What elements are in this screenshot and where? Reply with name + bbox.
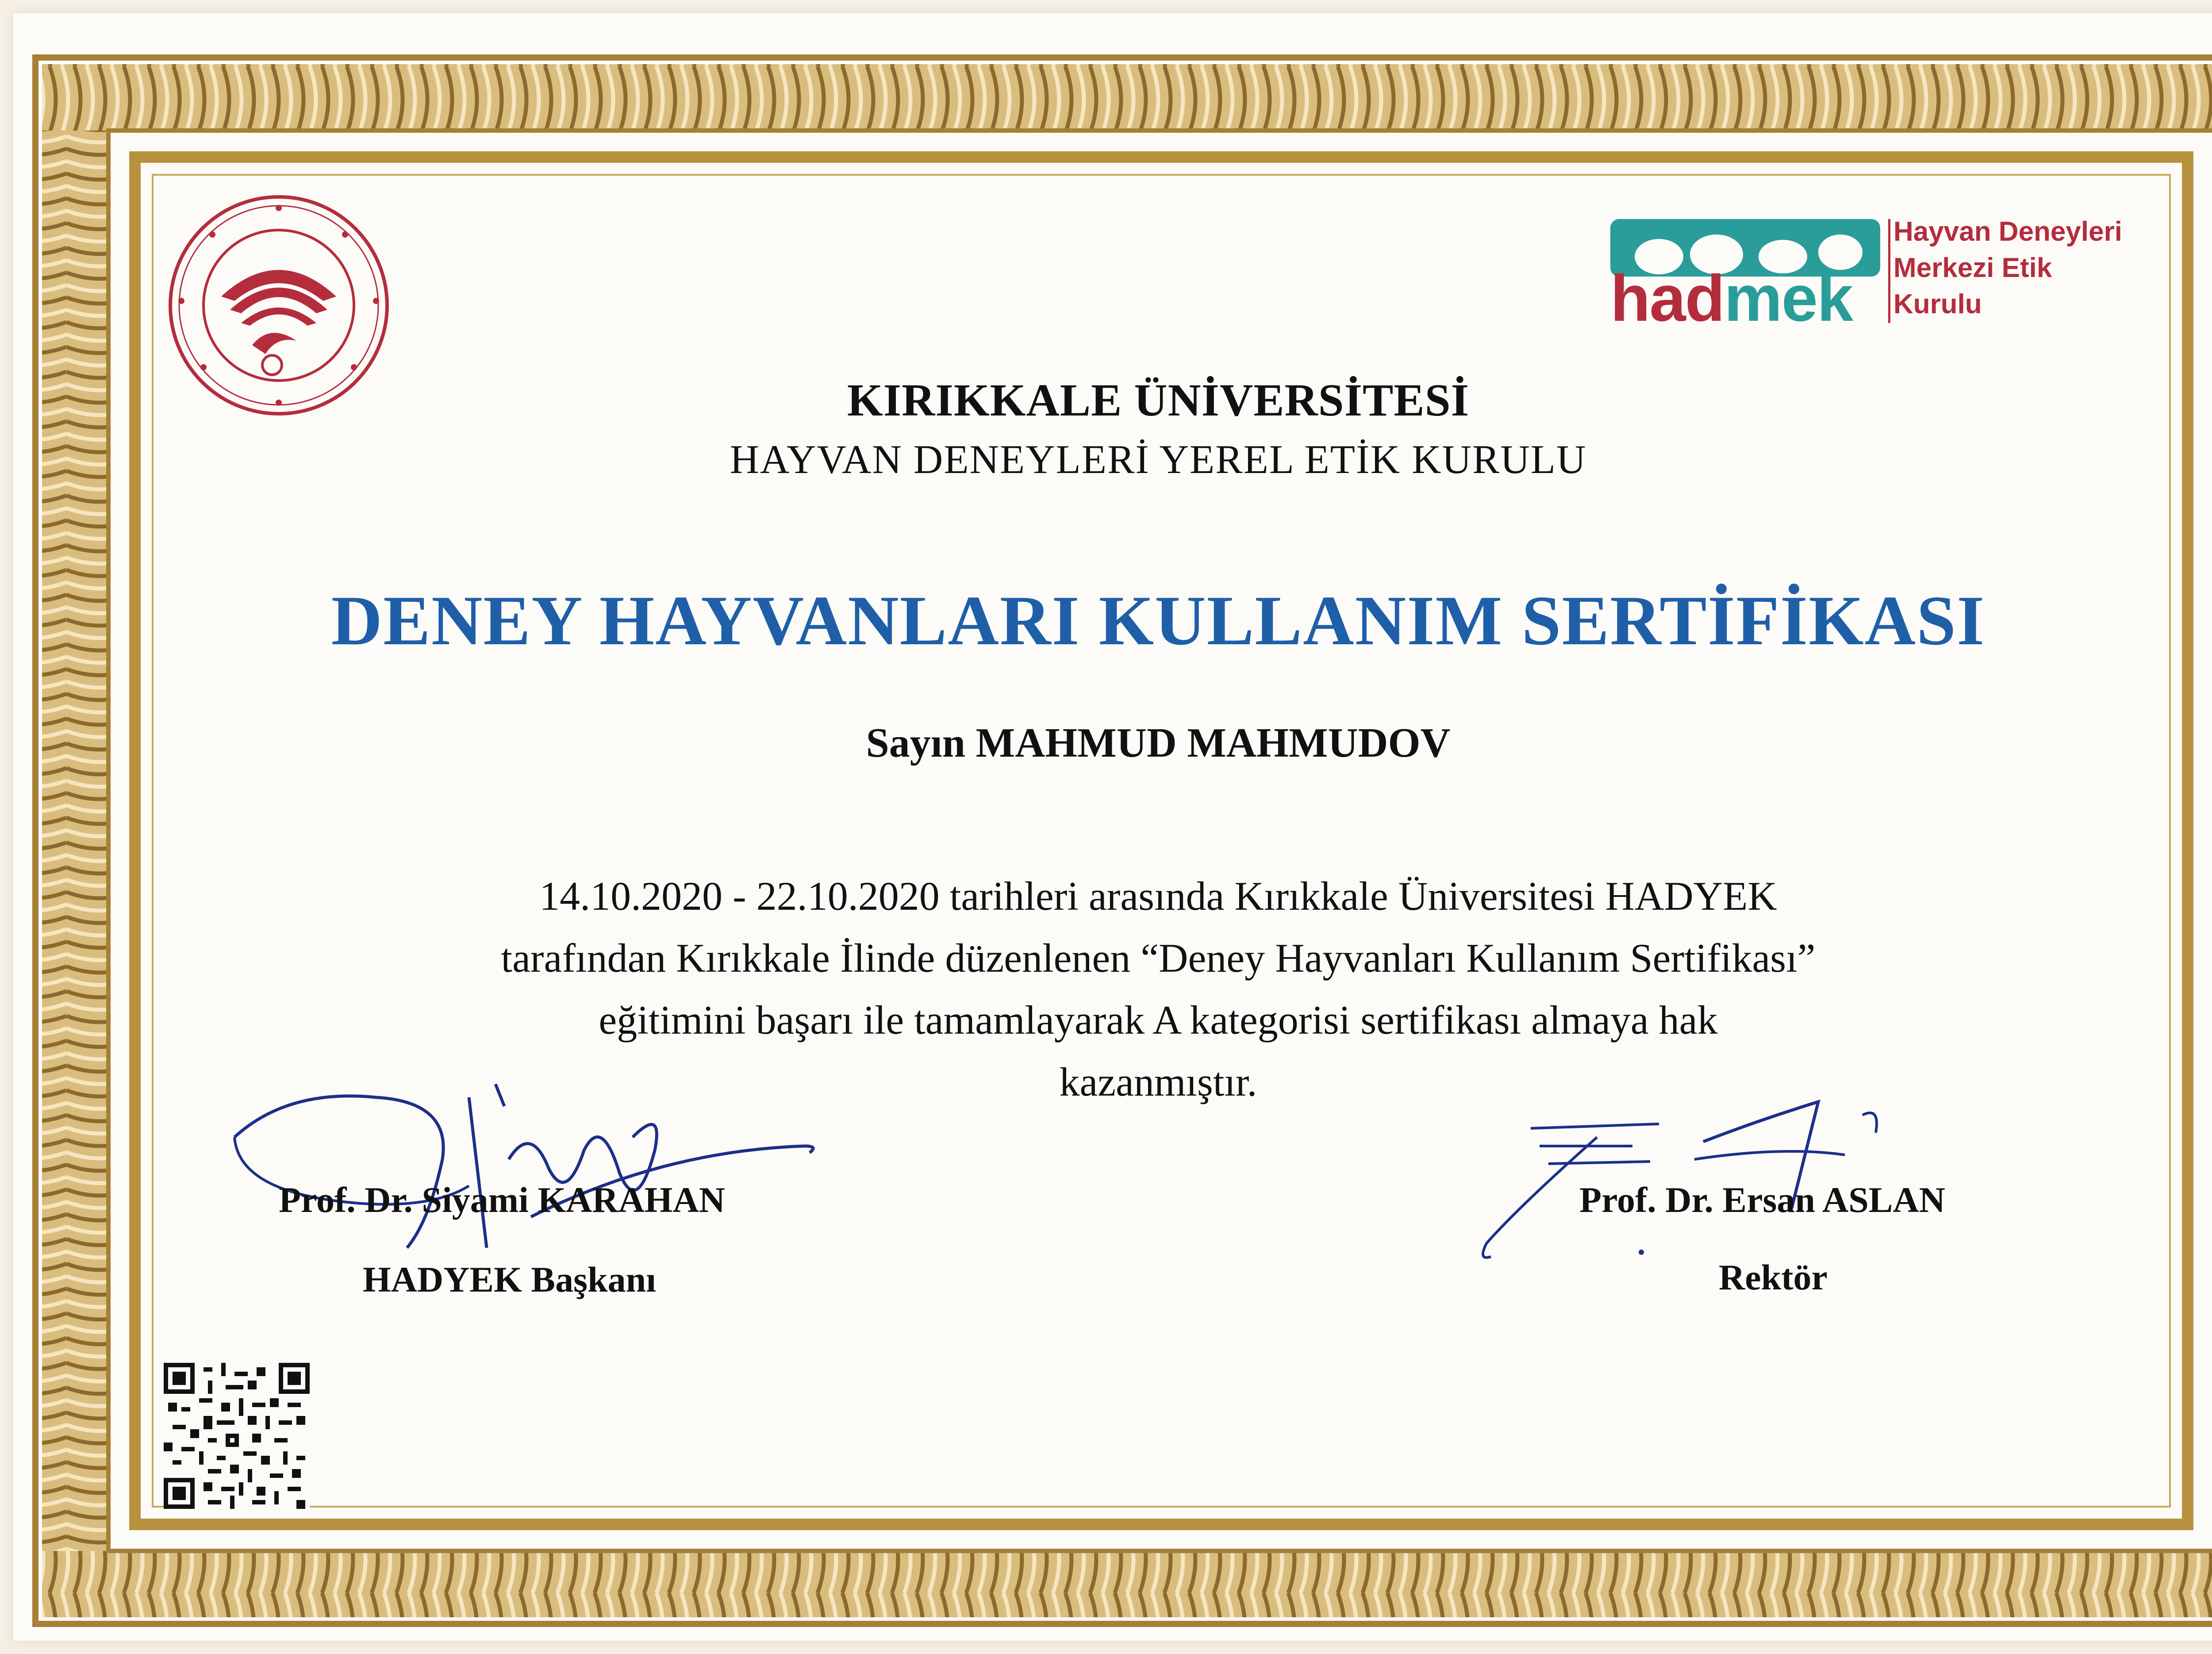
recipient-name: Sayın MAHMUD MAHMUDOV — [866, 720, 1451, 766]
body-line-4: kazanmıştır. — [1059, 1059, 1257, 1104]
logo-line-3: Kurulu — [1893, 289, 1982, 319]
signatory-1-title: HADYEK Başkanı — [363, 1259, 657, 1300]
hadmek-wordmark: hadmek — [1610, 262, 1853, 335]
university-name: KIRIKKALE ÜNİVERSİTESİ — [847, 375, 1470, 426]
logo-line-1: Hayvan Deneyleri — [1893, 216, 2122, 247]
qr-code-icon — [164, 1363, 310, 1509]
signatory-1-name: Prof. Dr. Siyami KARAHAN — [279, 1180, 726, 1220]
committee-name: HAYVAN DENEYLERİ YEREL ETİK KURULU — [730, 437, 1587, 482]
body-line-1: 14.10.2020 - 22.10.2020 tarihleri arasında Kırıkkale Üniversitesi HADYEK — [539, 873, 1777, 919]
certificate-title: DENEY HAYVANLARI KULLANIM SERTİFİKASI — [331, 581, 1985, 660]
signatory-2-name: Prof. Dr. Ersan ASLAN — [1579, 1180, 1945, 1220]
signature-2-icon — [1473, 1075, 1938, 1274]
signatory-2-title: Rektör — [1719, 1257, 1828, 1297]
signature-1-icon — [221, 1071, 841, 1283]
body-line-2: tarafından Kırıkkale İlinde düzenlenen “Deney Hayvanları Kullanım Sertifikası” — [501, 935, 1816, 981]
body-line-3: eğitimini başarı ile tamamlayarak A kategorisi sertifikası almaya hak — [599, 997, 1718, 1042]
logo-line-2: Merkezi Etik — [1893, 253, 2052, 283]
